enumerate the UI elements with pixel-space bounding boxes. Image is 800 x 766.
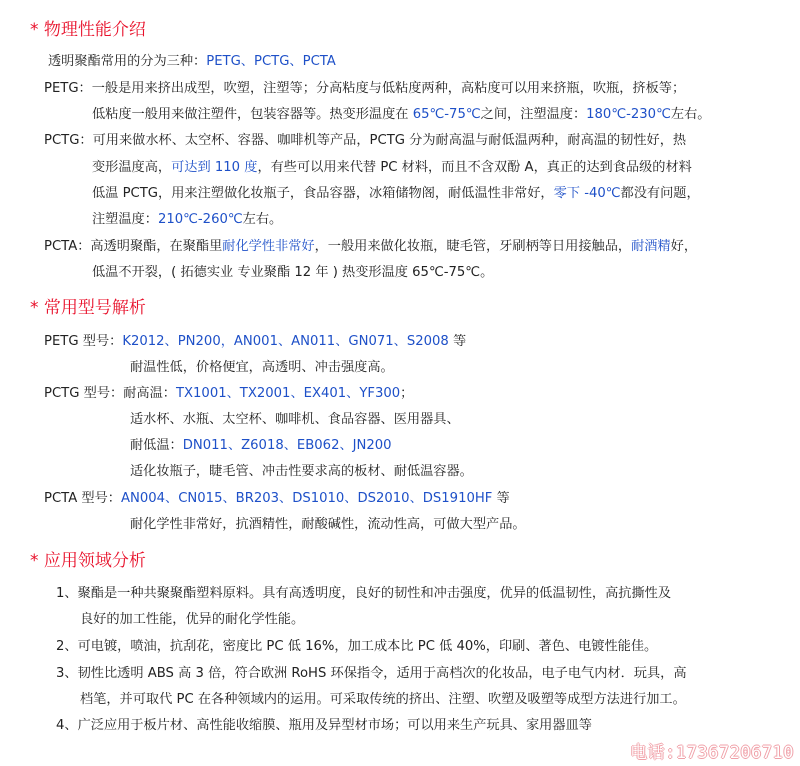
intro-text: 透明聚酯常用的分为三种： [48,54,207,69]
text: 左右。 [242,212,283,227]
intro-types: PETG、PCTG、PCTA [206,54,336,69]
application-item-1-line-2: 良好的加工性能，优异的耐化学性能。 [80,612,305,627]
label: PCTA 型号： [44,491,121,506]
text: 变形温度高， [92,160,172,175]
pcta-models-line-1 [44,487,510,506]
petg-models-line-1 [44,330,466,349]
pcta-models-line-2: 耐化学性非常好，抗酒精性，耐酸碱性，流动性高，可做大型产品。 [130,517,526,532]
pctg-line-4 [92,208,282,227]
petg-models-line-2: 耐温性低，价格便宜，高透明、冲击强度高。 [130,360,394,375]
text: 之间，注塑温度： [480,107,587,122]
text: ，有些可以用来代替 PC 材料，而且不含双酚 A，真正的达到食品级的材料 [257,160,692,175]
application-item-3-line-1: 3、韧性比透明 ABS 高 3 倍，符合欧洲 RoHS 环保指令，适用于高档次的化妆品，电子电气内材．玩具，高 [56,666,687,681]
text: 注塑温度： [92,212,158,227]
pctg-hdt: 可达到 110 度 [171,160,258,175]
petg-model-list: K2012、PN200，AN001、AN011、GN071、S2008 [122,334,449,349]
pctg-models-line-3 [130,434,392,453]
text: ； [400,386,414,401]
petg-line-1: PETG：一般是用来挤出成型，吹塑，注塑等；分高粘度与低粘度两种，高粘度可以用来挤瓶，吹瓶，挤板等； [44,81,686,96]
text: 等 [448,334,467,349]
text: 低温 PCTG，用来注塑做化妆瓶子，食品容器，冰箱储物阁，耐低温性非常好， [92,186,554,201]
text: PCTA：高透明聚酯，在聚酯里 [44,239,223,254]
pcta-alcohol-resistance: 耐酒精 [631,239,671,254]
physical-intro [48,50,336,69]
pcta-line-1 [44,235,697,254]
pctg-high-temp-models: TX1001、TX2001、EX401、YF300 [175,386,401,401]
application-item-3-line-2: 档笔，并可取代 PC 在各种领域内的运用。可采取传统的挤出、注塑、吹塑及吸塑等成型方法进行加工。 [80,692,686,707]
pctg-models-line-1 [44,382,413,401]
application-item-4: 4、广泛应用于板片材、高性能收缩膜、瓶用及异型材市场；可以用来生产玩具、家用器皿等 [56,718,592,733]
section-title-physical: * 物理性能介绍 [30,20,146,40]
phone-watermark: 电话:17367206710 [630,743,794,763]
pctg-models-line-2: 适水杯、水瓶、太空杯、咖啡机、食品容器、医用器具、 [130,412,460,427]
text: 等 [492,491,510,506]
label: PCTG 型号：耐高温： [44,386,176,401]
pcta-chemical-resistance: 耐化学性非常好 [222,239,315,254]
application-item-2: 2、可电镀，喷油，抗刮花，密度比 PC 低 16%，加工成本比 PC 低 40%，印刷、著色、电镀性能佳。 [56,639,658,654]
petg-hdt: 65℃-75℃ [412,107,481,122]
petg-line-2 [92,103,710,122]
section-title-applications: * 应用领域分析 [30,551,146,571]
pcta-model-list: AN004、CN015、BR203、DS1010、DS2010、DS1910HF [120,491,493,506]
text: ，一般用来做化妆瓶，睫毛管，牙刷柄等日用接触品， [314,239,632,254]
section-title-models: * 常用型号解析 [30,298,146,318]
application-item-1-line-1: 1、聚酯是一种共聚聚酯塑料原料。具有高透明度，良好的韧性和冲击强度，优异的低温韧性，高抗撕性及 [56,586,672,601]
text: 低粘度一般用来做注塑件，包装容器等。热变形温度在 [92,107,413,122]
pctg-models-line-4: 适化妆瓶子，睫毛管、冲击性要求高的板材、耐低温容器。 [130,464,473,479]
text: 左右。 [670,107,711,122]
label: PETG 型号： [44,334,123,349]
label: 耐低温： [130,438,183,453]
text: 好， [670,239,698,254]
text: 都没有问题， [620,186,700,201]
pctg-line-3 [92,182,700,201]
pctg-line-2 [92,156,692,175]
pctg-injection-temp: 210℃-260℃ [157,212,243,227]
pctg-low-temp-models: DN011、Z6018、EB062、JN200 [182,438,392,453]
pctg-line-1: PCTG：可用来做水杯、太空杯、容器、咖啡机等产品，PCTG 分为耐高温与耐低温两种，耐高温的韧性好，热 [44,133,687,148]
pcta-line-2: 低温不开裂，( 拓德实业 专业聚酯 12 年 ) 热变形温度 65℃-75℃。 [92,265,494,280]
pctg-low-temp: 零下 -40℃ [553,186,621,201]
petg-injection-temp: 180℃-230℃ [586,107,671,122]
